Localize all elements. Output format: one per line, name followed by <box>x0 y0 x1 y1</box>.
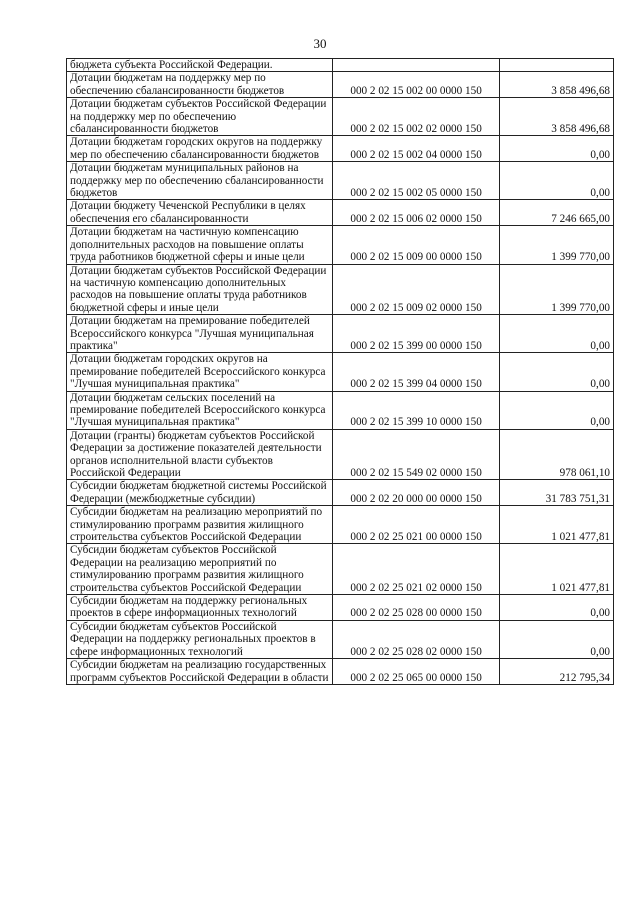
row-name: Дотации бюджетам субъектов Российской Федерации на частичную компенсацию дополнительных расходов на повышение оплаты труда работников бюджетной сферы и иные цели <box>67 264 333 315</box>
row-name: Дотации бюджетам городских округов на поддержку мер по обеспечению сбалансированности бюджетов <box>67 136 333 162</box>
table-row <box>67 353 614 391</box>
table-row <box>67 659 614 685</box>
table-row <box>67 620 614 658</box>
row-name: Субсидии бюджетам субъектов Российской Федерации на реализацию мероприятий по стимулированию программ развития жилищного строительства субъектов Российской Федерации <box>67 544 333 595</box>
row-code: 000 2 02 15 002 04 0000 150 <box>333 136 500 162</box>
row-name: Субсидии бюджетам на поддержку региональных проектов в сфере информационных технологий <box>67 595 333 621</box>
table-row <box>67 98 614 136</box>
row-code: 000 2 02 15 399 04 0000 150 <box>333 353 500 391</box>
row-amount: 0,00 <box>499 136 613 162</box>
row-name: Дотации бюджетам на поддержку мер по обеспечению сбалансированности бюджетов <box>67 72 333 98</box>
table-row <box>67 72 614 98</box>
row-code: 000 2 02 25 065 00 0000 150 <box>333 659 500 685</box>
table-row <box>67 200 614 226</box>
row-code: 000 2 02 15 002 00 0000 150 <box>333 72 500 98</box>
row-name: Дотации бюджетам муниципальных районов на поддержку мер по обеспечению сбалансированности бюджетов <box>67 162 333 200</box>
table-row <box>67 595 614 621</box>
row-code: 000 2 02 15 002 02 0000 150 <box>333 98 500 136</box>
row-name: бюджета субъекта Российской Федерации. <box>67 59 333 72</box>
row-name: Дотации бюджету Чеченской Республики в целях обеспечения его сбалансированности <box>67 200 333 226</box>
table-row <box>67 264 614 315</box>
row-amount <box>499 59 613 72</box>
table-row <box>67 59 614 72</box>
row-code: 000 2 02 15 006 02 0000 150 <box>333 200 500 226</box>
row-code: 000 2 02 15 009 00 0000 150 <box>333 226 500 264</box>
row-name: Субсидии бюджетам бюджетной системы Российской Федерации (межбюджетные субсидии) <box>67 480 333 506</box>
row-amount: 1 399 770,00 <box>499 226 613 264</box>
row-code: 000 2 02 25 028 02 0000 150 <box>333 620 500 658</box>
row-name: Дотации (гранты) бюджетам субъектов Российской Федерации за достижение показателей деятельности органов исполнительной власти субъектов Российской Федерации <box>67 429 333 480</box>
budget-revenue-table <box>66 58 614 685</box>
row-name: Субсидии бюджетам субъектов Российской Федерации на поддержку региональных проектов в сфере информационных технологий <box>67 620 333 658</box>
row-amount: 0,00 <box>499 391 613 429</box>
row-code: 000 2 02 25 028 00 0000 150 <box>333 595 500 621</box>
row-amount: 1 021 477,81 <box>499 544 613 595</box>
row-name: Дотации бюджетам сельских поселений на премирование победителей Всероссийского конкурса "Лучшая муниципальная практика" <box>67 391 333 429</box>
table-row <box>67 226 614 264</box>
table-row <box>67 162 614 200</box>
row-code: 000 2 02 25 021 02 0000 150 <box>333 544 500 595</box>
row-code: 000 2 02 15 009 02 0000 150 <box>333 264 500 315</box>
row-code: 000 2 02 15 549 02 0000 150 <box>333 429 500 480</box>
row-amount: 3 858 496,68 <box>499 98 613 136</box>
row-name: Дотации бюджетам субъектов Российской Федерации на поддержку мер по обеспечению сбалансированности бюджетов <box>67 98 333 136</box>
row-name: Дотации бюджетам на премирование победителей Всероссийского конкурса "Лучшая муниципальная практика" <box>67 315 333 353</box>
row-name: Субсидии бюджетам на реализацию мероприятий по стимулированию программ развития жилищного строительства субъектов Российской Федерации <box>67 506 333 544</box>
row-code: 000 2 02 15 399 00 0000 150 <box>333 315 500 353</box>
row-amount: 0,00 <box>499 595 613 621</box>
row-amount: 0,00 <box>499 620 613 658</box>
row-amount: 0,00 <box>499 162 613 200</box>
table-row <box>67 429 614 480</box>
row-amount: 1 399 770,00 <box>499 264 613 315</box>
table-row <box>67 544 614 595</box>
row-code: 000 2 02 15 002 05 0000 150 <box>333 162 500 200</box>
table-row <box>67 391 614 429</box>
table-row <box>67 315 614 353</box>
row-amount: 212 795,34 <box>499 659 613 685</box>
row-amount: 7 246 665,00 <box>499 200 613 226</box>
row-amount: 978 061,10 <box>499 429 613 480</box>
row-code: 000 2 02 20 000 00 0000 150 <box>333 480 500 506</box>
row-amount: 31 783 751,31 <box>499 480 613 506</box>
table-row <box>67 136 614 162</box>
table-row <box>67 480 614 506</box>
page-number: 30 <box>313 36 327 51</box>
row-name: Субсидии бюджетам на реализацию государственных программ субъектов Российской Федерации в области <box>67 659 333 685</box>
row-amount: 3 858 496,68 <box>499 72 613 98</box>
row-amount: 1 021 477,81 <box>499 506 613 544</box>
row-name: Дотации бюджетам городских округов на премирование победителей Всероссийского конкурса "Лучшая муниципальная практика" <box>67 353 333 391</box>
row-amount: 0,00 <box>499 353 613 391</box>
row-amount: 0,00 <box>499 315 613 353</box>
row-name: Дотации бюджетам на частичную компенсацию дополнительных расходов на повышение оплаты труда работников бюджетной сферы и иные цели <box>67 226 333 264</box>
table-body <box>67 59 614 685</box>
row-code <box>333 59 500 72</box>
row-code: 000 2 02 25 021 00 0000 150 <box>333 506 500 544</box>
table-row <box>67 506 614 544</box>
row-code: 000 2 02 15 399 10 0000 150 <box>333 391 500 429</box>
